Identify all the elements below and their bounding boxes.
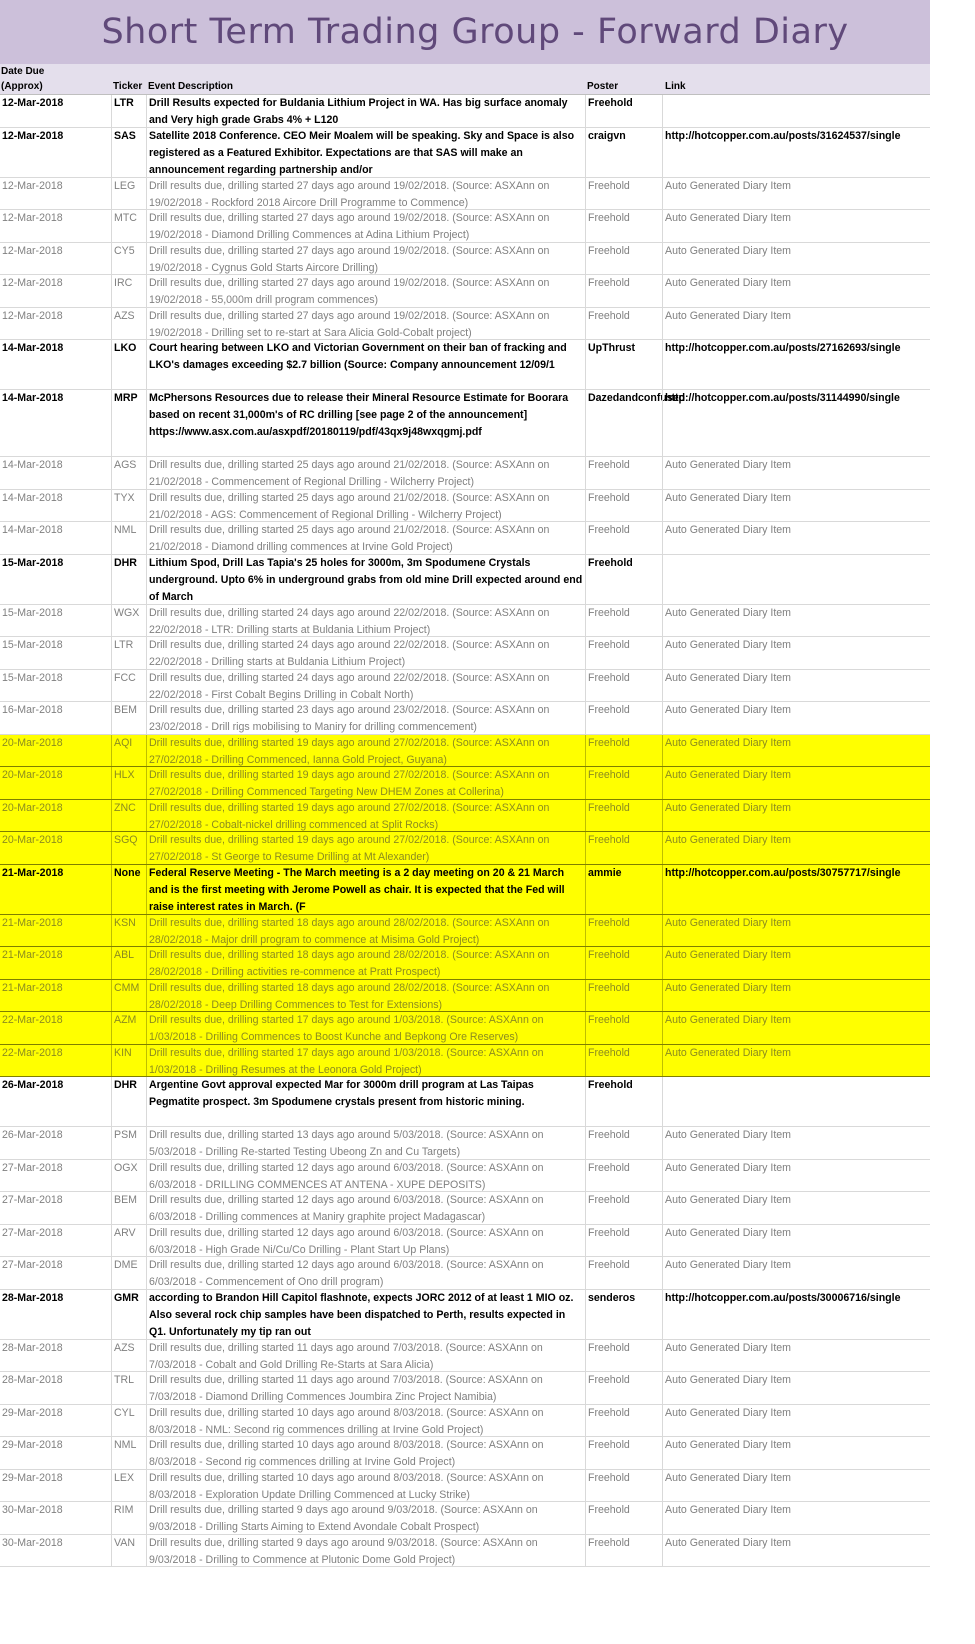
poster-cell: Freehold <box>585 275 662 307</box>
poster-cell: Freehold <box>585 637 662 669</box>
poster-cell: Freehold <box>585 457 662 489</box>
ticker-cell: IRC <box>111 275 146 307</box>
table-row[interactable] <box>0 637 930 670</box>
link-cell <box>662 1077 930 1126</box>
table-row[interactable] <box>0 947 930 980</box>
date-cell: 14-Mar-2018 <box>2 524 63 536</box>
ticker-cell: WGX <box>111 605 146 637</box>
poster-cell: Freehold <box>585 1045 662 1077</box>
ticker-cell: AQI <box>111 735 146 767</box>
ticker-cell: ZNC <box>111 800 146 832</box>
ticker-cell: NML <box>111 1437 146 1469</box>
event-description-cell: Drill results due, drilling started 24 days ago around 22/02/2018. (Source: ASXAnn on 22/02/2018 - Drilling starts at Buldania Lithium Project) <box>146 637 585 669</box>
table-row[interactable] <box>0 128 930 178</box>
event-description-cell: Drill results due, drilling started 10 days ago around 8/03/2018. (Source: ASXAnn on 8/03/2018 - Second rig commences drilling at Irvine Gold Project) <box>146 1437 585 1469</box>
poster-cell: Freehold <box>585 1340 662 1372</box>
date-cell: 22-Mar-2018 <box>2 1046 63 1059</box>
event-description-cell: Argentine Govt approval expected Mar for 3000m drill program at Las Taipas Pegmatite prospect. 3m Spodumene crystals present from historic mining. <box>146 1077 585 1126</box>
ticker-cell: CY5 <box>111 243 146 275</box>
poster-cell: Freehold <box>585 947 662 979</box>
poster-cell: Dazedandconfused <box>585 390 662 456</box>
ticker-cell: AZS <box>111 1340 146 1372</box>
date-cell: 12-Mar-2018 <box>2 129 64 142</box>
poster-cell: ammie <box>585 865 662 914</box>
header-date-approx: (Approx) <box>1 81 43 92</box>
ticker-cell: ABL <box>111 947 146 979</box>
table-row[interactable] <box>0 1340 930 1373</box>
event-description-cell: Drill results due, drilling started 27 days ago around 19/02/2018. (Source: ASXAnn on 19/02/2018 - Cygnus Gold Starts Aircore Drilling) <box>146 243 585 275</box>
event-description-cell: Drill results due, drilling started 19 days ago around 27/02/2018. (Source: ASXAnn on 27/02/2018 - Cobalt-nickel drilling commenced at Split Rocks) <box>146 800 585 832</box>
event-description-cell: Drill results due, drilling started 27 days ago around 19/02/2018. (Source: ASXAnn on 19/02/2018 - Diamond Drilling Commences at Adina Lithium Project) <box>146 210 585 242</box>
event-description-cell: Drill results due, drilling started 11 days ago around 7/03/2018. (Source: ASXAnn on 7/03/2018 - Diamond Drilling Commences Joumbira Zinc Project Namibia) <box>146 1372 585 1404</box>
table-row[interactable] <box>0 1470 930 1503</box>
event-description-cell: Drill results due, drilling started 25 days ago around 21/02/2018. (Source: ASXAnn on 21/02/2018 - AGS: Commencement of Regional Drilling - Wilcherry Project) <box>146 490 585 522</box>
event-description-cell: Drill results due, drilling started 10 days ago around 8/03/2018. (Source: ASXAnn on 8/03/2018 - NML: Second rig commences drilling at Irvine Gold Project) <box>146 1405 585 1437</box>
date-cell: 15-Mar-2018 <box>2 639 63 651</box>
poster-cell: Freehold <box>585 767 662 799</box>
date-cell: 27-Mar-2018 <box>2 1259 63 1271</box>
date-cell: 29-Mar-2018 <box>2 1406 63 1419</box>
event-description-cell: Drill results due, drilling started 12 days ago around 6/03/2018. (Source: ASXAnn on 6/03/2018 - High Grade Ni/Cu/Co Drilling - Plant Start Up Plans) <box>146 1225 585 1257</box>
column-header-row <box>0 64 930 95</box>
date-cell: 21-Mar-2018 <box>2 981 63 994</box>
poster-cell: Freehold <box>585 1192 662 1224</box>
poster-cell: Freehold <box>585 702 662 734</box>
event-description-cell: Drill results due, drilling started 12 days ago around 6/03/2018. (Source: ASXAnn on 6/03/2018 - Drilling commences at Maniry graphite project Madagascar) <box>146 1192 585 1224</box>
poster-cell: Freehold <box>585 1127 662 1159</box>
poster-cell: Freehold <box>585 178 662 210</box>
link-cell <box>662 95 930 127</box>
link-cell: Auto Generated Diary Item <box>662 1192 930 1224</box>
table-row[interactable] <box>0 980 930 1013</box>
date-cell: 20-Mar-2018 <box>2 834 63 846</box>
link-cell: Auto Generated Diary Item <box>662 1127 930 1159</box>
date-cell: 12-Mar-2018 <box>2 97 64 109</box>
event-description-cell: Drill results due, drilling started 19 days ago around 27/02/2018. (Source: ASXAnn on 27/02/2018 - St George to Resume Drilling at Mt Alexander) <box>146 832 585 864</box>
table-row[interactable] <box>0 1077 930 1127</box>
link-cell: Auto Generated Diary Item <box>662 1340 930 1372</box>
link-cell: Auto Generated Diary Item <box>662 178 930 210</box>
table-row[interactable] <box>0 1405 930 1438</box>
date-cell: 20-Mar-2018 <box>2 769 63 781</box>
link-cell[interactable]: http://hotcopper.com.au/posts/30757717/single <box>662 865 930 914</box>
table-row[interactable] <box>0 210 930 243</box>
ticker-cell: TYX <box>111 490 146 522</box>
date-cell: 26-Mar-2018 <box>2 1129 63 1141</box>
date-cell: 15-Mar-2018 <box>2 556 64 569</box>
ticker-cell: RIM <box>111 1502 146 1534</box>
poster-cell: Freehold <box>585 1160 662 1192</box>
poster-cell: Freehold <box>585 210 662 242</box>
poster-cell: Freehold <box>585 243 662 275</box>
ticker-cell: LTR <box>111 95 146 127</box>
ticker-cell: AZM <box>111 1012 146 1044</box>
table-row[interactable] <box>0 490 930 523</box>
event-description-cell: Drill results due, drilling started 12 days ago around 6/03/2018. (Source: ASXAnn on 6/03/2018 - DRILLING COMMENCES AT ANTENA - XUPE DEPOSITS) <box>146 1160 585 1192</box>
table-row[interactable] <box>0 865 930 915</box>
table-row[interactable] <box>0 555 930 605</box>
link-cell: Auto Generated Diary Item <box>662 210 930 242</box>
date-cell: 28-Mar-2018 <box>2 1291 64 1304</box>
poster-cell: Freehold <box>585 980 662 1012</box>
event-description-cell: Drill results due, drilling started 19 days ago around 27/02/2018. (Source: ASXAnn on 27/02/2018 - Drilling Commenced Targeting New DHEM Zones at Collerina) <box>146 767 585 799</box>
table-row[interactable] <box>0 1502 930 1535</box>
event-description-cell: Drill results due, drilling started 27 days ago around 19/02/2018. (Source: ASXAnn on 19/02/2018 - Drilling set to re-start at Sara Alicia Gold-Cobalt project) <box>146 308 585 340</box>
link-cell[interactable]: http://hotcopper.com.au/posts/31624537/single <box>662 128 930 177</box>
link-cell: Auto Generated Diary Item <box>662 243 930 275</box>
date-cell: 14-Mar-2018 <box>2 342 64 354</box>
event-description-cell: Drill results due, drilling started 18 days ago around 28/02/2018. (Source: ASXAnn on 28/02/2018 - Deep Drilling Commences to Test for Extensions) <box>146 980 585 1012</box>
link-cell: Auto Generated Diary Item <box>662 947 930 979</box>
event-description-cell: Drill results due, drilling started 24 days ago around 22/02/2018. (Source: ASXAnn on 22/02/2018 - LTR: Drilling starts at Buldania Lithium Project) <box>146 605 585 637</box>
date-cell: 14-Mar-2018 <box>2 392 64 404</box>
title-banner <box>0 0 930 64</box>
ticker-cell: CYL <box>111 1405 146 1437</box>
event-description-cell: Drill results due, drilling started 18 days ago around 28/02/2018. (Source: ASXAnn on 28/02/2018 - Major drill program to commence at Misima Gold Project) <box>146 915 585 947</box>
link-cell: Auto Generated Diary Item <box>662 1470 930 1502</box>
table-row[interactable] <box>0 1372 930 1405</box>
table-row[interactable] <box>0 340 930 390</box>
event-description-cell: Lithium Spod, Drill Las Tapia's 25 holes for 3000m, 3m Spodumene Crystals underground. Upto 6% in underground grabs from old mine Drill expected around end of March <box>146 555 585 604</box>
link-cell: Auto Generated Diary Item <box>662 915 930 947</box>
link-cell: Auto Generated Diary Item <box>662 980 930 1012</box>
date-cell: 30-Mar-2018 <box>2 1504 63 1516</box>
date-cell: 12-Mar-2018 <box>2 309 63 322</box>
header-ticker: Ticker <box>113 81 143 92</box>
date-cell: 12-Mar-2018 <box>2 179 63 192</box>
table-row[interactable] <box>0 832 930 865</box>
ticker-cell: SGQ <box>111 832 146 864</box>
link-cell: Auto Generated Diary Item <box>662 832 930 864</box>
table-row[interactable] <box>0 1290 930 1340</box>
link-cell: Auto Generated Diary Item <box>662 1405 930 1437</box>
date-cell: 15-Mar-2018 <box>2 606 63 619</box>
table-row[interactable] <box>0 178 930 211</box>
ticker-cell: MTC <box>111 210 146 242</box>
link-cell <box>662 555 930 604</box>
ticker-cell: DHR <box>111 555 146 604</box>
link-cell: Auto Generated Diary Item <box>662 767 930 799</box>
header-date-due: Date Due <box>1 66 45 77</box>
link-cell: Auto Generated Diary Item <box>662 490 930 522</box>
poster-cell: senderos <box>585 1290 662 1339</box>
poster-cell: Freehold <box>585 490 662 522</box>
ticker-cell: CMM <box>111 980 146 1012</box>
poster-cell: Freehold <box>585 308 662 340</box>
date-cell: 12-Mar-2018 <box>2 277 63 289</box>
link-cell: Auto Generated Diary Item <box>662 1257 930 1289</box>
poster-cell: Freehold <box>585 1257 662 1289</box>
date-cell: 12-Mar-2018 <box>2 212 63 224</box>
date-cell: 16-Mar-2018 <box>2 704 63 716</box>
table-row[interactable] <box>0 1160 930 1193</box>
event-description-cell: Drill results due, drilling started 27 days ago around 19/02/2018. (Source: ASXAnn on 19/02/2018 - Rockford 2018 Aircore Drill Programme to Commence) <box>146 178 585 210</box>
poster-cell: Freehold <box>585 522 662 554</box>
table-row[interactable] <box>0 915 930 948</box>
date-cell: 22-Mar-2018 <box>2 1014 63 1026</box>
table-row[interactable] <box>0 670 930 703</box>
event-description-cell: Drill results due, drilling started 24 days ago around 22/02/2018. (Source: ASXAnn on 22/02/2018 - First Cobalt Begins Drilling in Cobalt North) <box>146 670 585 702</box>
link-cell: Auto Generated Diary Item <box>662 1372 930 1404</box>
ticker-cell: HLX <box>111 767 146 799</box>
date-cell: 26-Mar-2018 <box>2 1079 64 1091</box>
poster-cell: Freehold <box>585 1077 662 1126</box>
date-cell: 21-Mar-2018 <box>2 916 63 929</box>
event-description-cell: Federal Reserve Meeting - The March meeting is a 2 day meeting on 20 & 21 March and is the first meeting with Jerome Powell as chair. It is expected that the Fed will raise interest rates in March. (F <box>146 865 585 914</box>
poster-cell: Freehold <box>585 800 662 832</box>
ticker-cell: TRL <box>111 1372 146 1404</box>
date-cell: 28-Mar-2018 <box>2 1374 63 1386</box>
ticker-cell: LKO <box>111 340 146 389</box>
date-cell: 29-Mar-2018 <box>2 1439 63 1451</box>
link-cell: Auto Generated Diary Item <box>662 670 930 702</box>
link-cell: Auto Generated Diary Item <box>662 1012 930 1044</box>
table-row[interactable] <box>0 243 930 276</box>
link-cell[interactable]: http://hotcopper.com.au/posts/31144990/single <box>662 390 930 456</box>
event-description-cell: Drill results due, drilling started 11 days ago around 7/03/2018. (Source: ASXAnn on 7/03/2018 - Cobalt and Gold Drilling Re-Starts at Sara Alicia) <box>146 1340 585 1372</box>
table-row[interactable] <box>0 390 930 457</box>
link-cell: Auto Generated Diary Item <box>662 800 930 832</box>
table-row[interactable] <box>0 605 930 638</box>
table-row[interactable] <box>0 1192 930 1225</box>
date-cell: 15-Mar-2018 <box>2 671 63 684</box>
poster-cell: Freehold <box>585 832 662 864</box>
link-cell: Auto Generated Diary Item <box>662 702 930 734</box>
event-description-cell: Drill results due, drilling started 10 days ago around 8/03/2018. (Source: ASXAnn on 8/03/2018 - Exploration Update Drilling Commenced at Lucky Strike) <box>146 1470 585 1502</box>
date-cell: 27-Mar-2018 <box>2 1194 63 1206</box>
header-event-description: Event Description <box>148 81 234 92</box>
link-cell: Auto Generated Diary Item <box>662 735 930 767</box>
poster-cell: Freehold <box>585 735 662 767</box>
ticker-cell: GMR <box>111 1290 146 1339</box>
link-cell: Auto Generated Diary Item <box>662 457 930 489</box>
ticker-cell: DHR <box>111 1077 146 1126</box>
event-description-cell: Drill results due, drilling started 17 days ago around 1/03/2018. (Source: ASXAnn on 1/03/2018 - Drilling Resumes at the Leonora Gold Project) <box>146 1045 585 1077</box>
ticker-cell: FCC <box>111 670 146 702</box>
date-cell: 14-Mar-2018 <box>2 459 63 471</box>
link-cell: Auto Generated Diary Item <box>662 308 930 340</box>
link-cell: Auto Generated Diary Item <box>662 1225 930 1257</box>
link-cell: Auto Generated Diary Item <box>662 1160 930 1192</box>
event-description-cell: Drill results due, drilling started 9 days ago around 9/03/2018. (Source: ASXAnn on 9/03/2018 - Drilling to Commence at Plutonic Dome Gold Project) <box>146 1535 585 1567</box>
date-cell: 30-Mar-2018 <box>2 1536 63 1549</box>
header-poster: Poster <box>587 81 619 92</box>
table-row[interactable] <box>0 800 930 833</box>
table-row[interactable] <box>0 522 930 555</box>
poster-cell: UpThrust <box>585 340 662 389</box>
ticker-cell: LEG <box>111 178 146 210</box>
ticker-cell: BEM <box>111 702 146 734</box>
table-row[interactable] <box>0 702 930 735</box>
ticker-cell: MRP <box>111 390 146 456</box>
event-description-cell: Drill results due, drilling started 19 days ago around 27/02/2018. (Source: ASXAnn on 27/02/2018 - Drilling Commenced, Ianna Gold Project, Guyana) <box>146 735 585 767</box>
table-row[interactable] <box>0 767 930 800</box>
date-cell: 27-Mar-2018 <box>2 1226 63 1239</box>
event-description-cell: Drill results due, drilling started 17 days ago around 1/03/2018. (Source: ASXAnn on 1/03/2018 - Drilling Commences to Boost Kunche and Bepkong Ore Reserves) <box>146 1012 585 1044</box>
event-description-cell: Satellite 2018 Conference. CEO Meir Moalem will be speaking. Sky and Space is also registered as a Featured Exhibitor. Expectations are that SAS will make an announcement regarding partnership and/or <box>146 128 585 177</box>
poster-cell: Freehold <box>585 1535 662 1567</box>
ticker-cell: OGX <box>111 1160 146 1192</box>
event-description-cell: according to Brandon Hill Capitol flashnote, expects JORC 2012 of at least 1 MIO oz. Also several rock chip samples have been dispatched to Perth, results expected in Q1. Unfortunately my tip ran out <box>146 1290 585 1339</box>
link-cell: Auto Generated Diary Item <box>662 1535 930 1567</box>
table-row[interactable] <box>0 1535 930 1568</box>
table-row[interactable] <box>0 275 930 308</box>
link-cell: Auto Generated Diary Item <box>662 275 930 307</box>
table-row[interactable] <box>0 1012 930 1045</box>
link-cell[interactable]: http://hotcopper.com.au/posts/30006716/single <box>662 1290 930 1339</box>
poster-cell: Freehold <box>585 95 662 127</box>
table-row[interactable] <box>0 308 930 341</box>
event-description-cell: Drill Results expected for Buldania Lithium Project in WA. Has big surface anomaly and Very high grade Grabs 4% + L120 <box>146 95 585 127</box>
event-description-cell: Drill results due, drilling started 27 days ago around 19/02/2018. (Source: ASXAnn on 19/02/2018 - 55,000m drill program commences) <box>146 275 585 307</box>
date-cell: 21-Mar-2018 <box>2 949 63 961</box>
ticker-cell: LEX <box>111 1470 146 1502</box>
event-description-cell: Drill results due, drilling started 13 days ago around 5/03/2018. (Source: ASXAnn on 5/03/2018 - Drilling Re-started Testing Ubeong Zn and Cu Targets) <box>146 1127 585 1159</box>
event-description-cell: McPhersons Resources due to release their Mineral Resource Estimate for Boorara based on recent 31,000m's of RC drilling [see page 2 of the announcement] https://www.asx.com.au/asxpdf/20180119/pdf/43qx9j48wxqgmj.pdf <box>146 390 585 456</box>
table-row[interactable] <box>0 1257 930 1290</box>
table-row[interactable] <box>0 1437 930 1470</box>
link-cell: Auto Generated Diary Item <box>662 1437 930 1469</box>
ticker-cell: ARV <box>111 1225 146 1257</box>
event-description-cell: Drill results due, drilling started 25 days ago around 21/02/2018. (Source: ASXAnn on 21/02/2018 - Diamond drilling commences at Irvine Gold Project) <box>146 522 585 554</box>
poster-cell: Freehold <box>585 1470 662 1502</box>
table-row[interactable] <box>0 1045 930 1078</box>
date-cell: 12-Mar-2018 <box>2 244 63 257</box>
ticker-cell: DME <box>111 1257 146 1289</box>
ticker-cell: None <box>111 865 146 914</box>
link-cell: Auto Generated Diary Item <box>662 637 930 669</box>
ticker-cell: BEM <box>111 1192 146 1224</box>
date-cell: 14-Mar-2018 <box>2 491 63 504</box>
header-link: Link <box>665 81 686 92</box>
diary-table <box>0 95 930 1567</box>
poster-cell: Freehold <box>585 915 662 947</box>
poster-cell: Freehold <box>585 555 662 604</box>
table-row[interactable] <box>0 1127 930 1160</box>
link-cell: Auto Generated Diary Item <box>662 1502 930 1534</box>
poster-cell: Freehold <box>585 605 662 637</box>
ticker-cell: AGS <box>111 457 146 489</box>
event-description-cell: Drill results due, drilling started 23 days ago around 23/02/2018. (Source: ASXAnn on 23/02/2018 - Drill rigs mobilising to Maniry for drilling commencement) <box>146 702 585 734</box>
event-description-cell: Drill results due, drilling started 25 days ago around 21/02/2018. (Source: ASXAnn on 21/02/2018 - Commencement of Regional Drilling - Wilcherry Project) <box>146 457 585 489</box>
event-description-cell: Court hearing between LKO and Victorian Government on their ban of fracking and LKO's damages exceeding $2.7 billion (Source: Company announcement 12/09/1 <box>146 340 585 389</box>
ticker-cell: PSM <box>111 1127 146 1159</box>
table-row[interactable] <box>0 1225 930 1258</box>
poster-cell: craigvn <box>585 128 662 177</box>
ticker-cell: KSN <box>111 915 146 947</box>
ticker-cell: VAN <box>111 1535 146 1567</box>
poster-cell: Freehold <box>585 1012 662 1044</box>
table-row[interactable] <box>0 457 930 490</box>
date-cell: 28-Mar-2018 <box>2 1341 63 1354</box>
link-cell[interactable]: http://hotcopper.com.au/posts/27162693/single <box>662 340 930 389</box>
link-cell: Auto Generated Diary Item <box>662 605 930 637</box>
page-title: Short Term Trading Group - Forward Diary <box>101 12 849 52</box>
ticker-cell: AZS <box>111 308 146 340</box>
link-cell: Auto Generated Diary Item <box>662 522 930 554</box>
poster-cell: Freehold <box>585 1437 662 1469</box>
event-description-cell: Drill results due, drilling started 12 days ago around 6/03/2018. (Source: ASXAnn on 6/03/2018 - Commencement of Ono drill program) <box>146 1257 585 1289</box>
event-description-cell: Drill results due, drilling started 9 days ago around 9/03/2018. (Source: ASXAnn on 9/03/2018 - Drilling Starts Aiming to Extend Avondale Cobalt Prospect) <box>146 1502 585 1534</box>
date-cell: 27-Mar-2018 <box>2 1161 63 1174</box>
poster-cell: Freehold <box>585 1405 662 1437</box>
date-cell: 29-Mar-2018 <box>2 1471 63 1484</box>
ticker-cell: SAS <box>111 128 146 177</box>
table-row[interactable] <box>0 95 930 128</box>
table-row[interactable] <box>0 735 930 768</box>
ticker-cell: LTR <box>111 637 146 669</box>
link-cell: Auto Generated Diary Item <box>662 1045 930 1077</box>
poster-cell: Freehold <box>585 1372 662 1404</box>
event-description-cell: Drill results due, drilling started 18 days ago around 28/02/2018. (Source: ASXAnn on 28/02/2018 - Drilling activities re-commence at Pratt Prospect) <box>146 947 585 979</box>
poster-cell: Freehold <box>585 1225 662 1257</box>
ticker-cell: NML <box>111 522 146 554</box>
poster-cell: Freehold <box>585 1502 662 1534</box>
date-cell: 20-Mar-2018 <box>2 736 63 749</box>
ticker-cell: KIN <box>111 1045 146 1077</box>
date-cell: 20-Mar-2018 <box>2 801 63 814</box>
poster-cell: Freehold <box>585 670 662 702</box>
date-cell: 21-Mar-2018 <box>2 866 64 879</box>
